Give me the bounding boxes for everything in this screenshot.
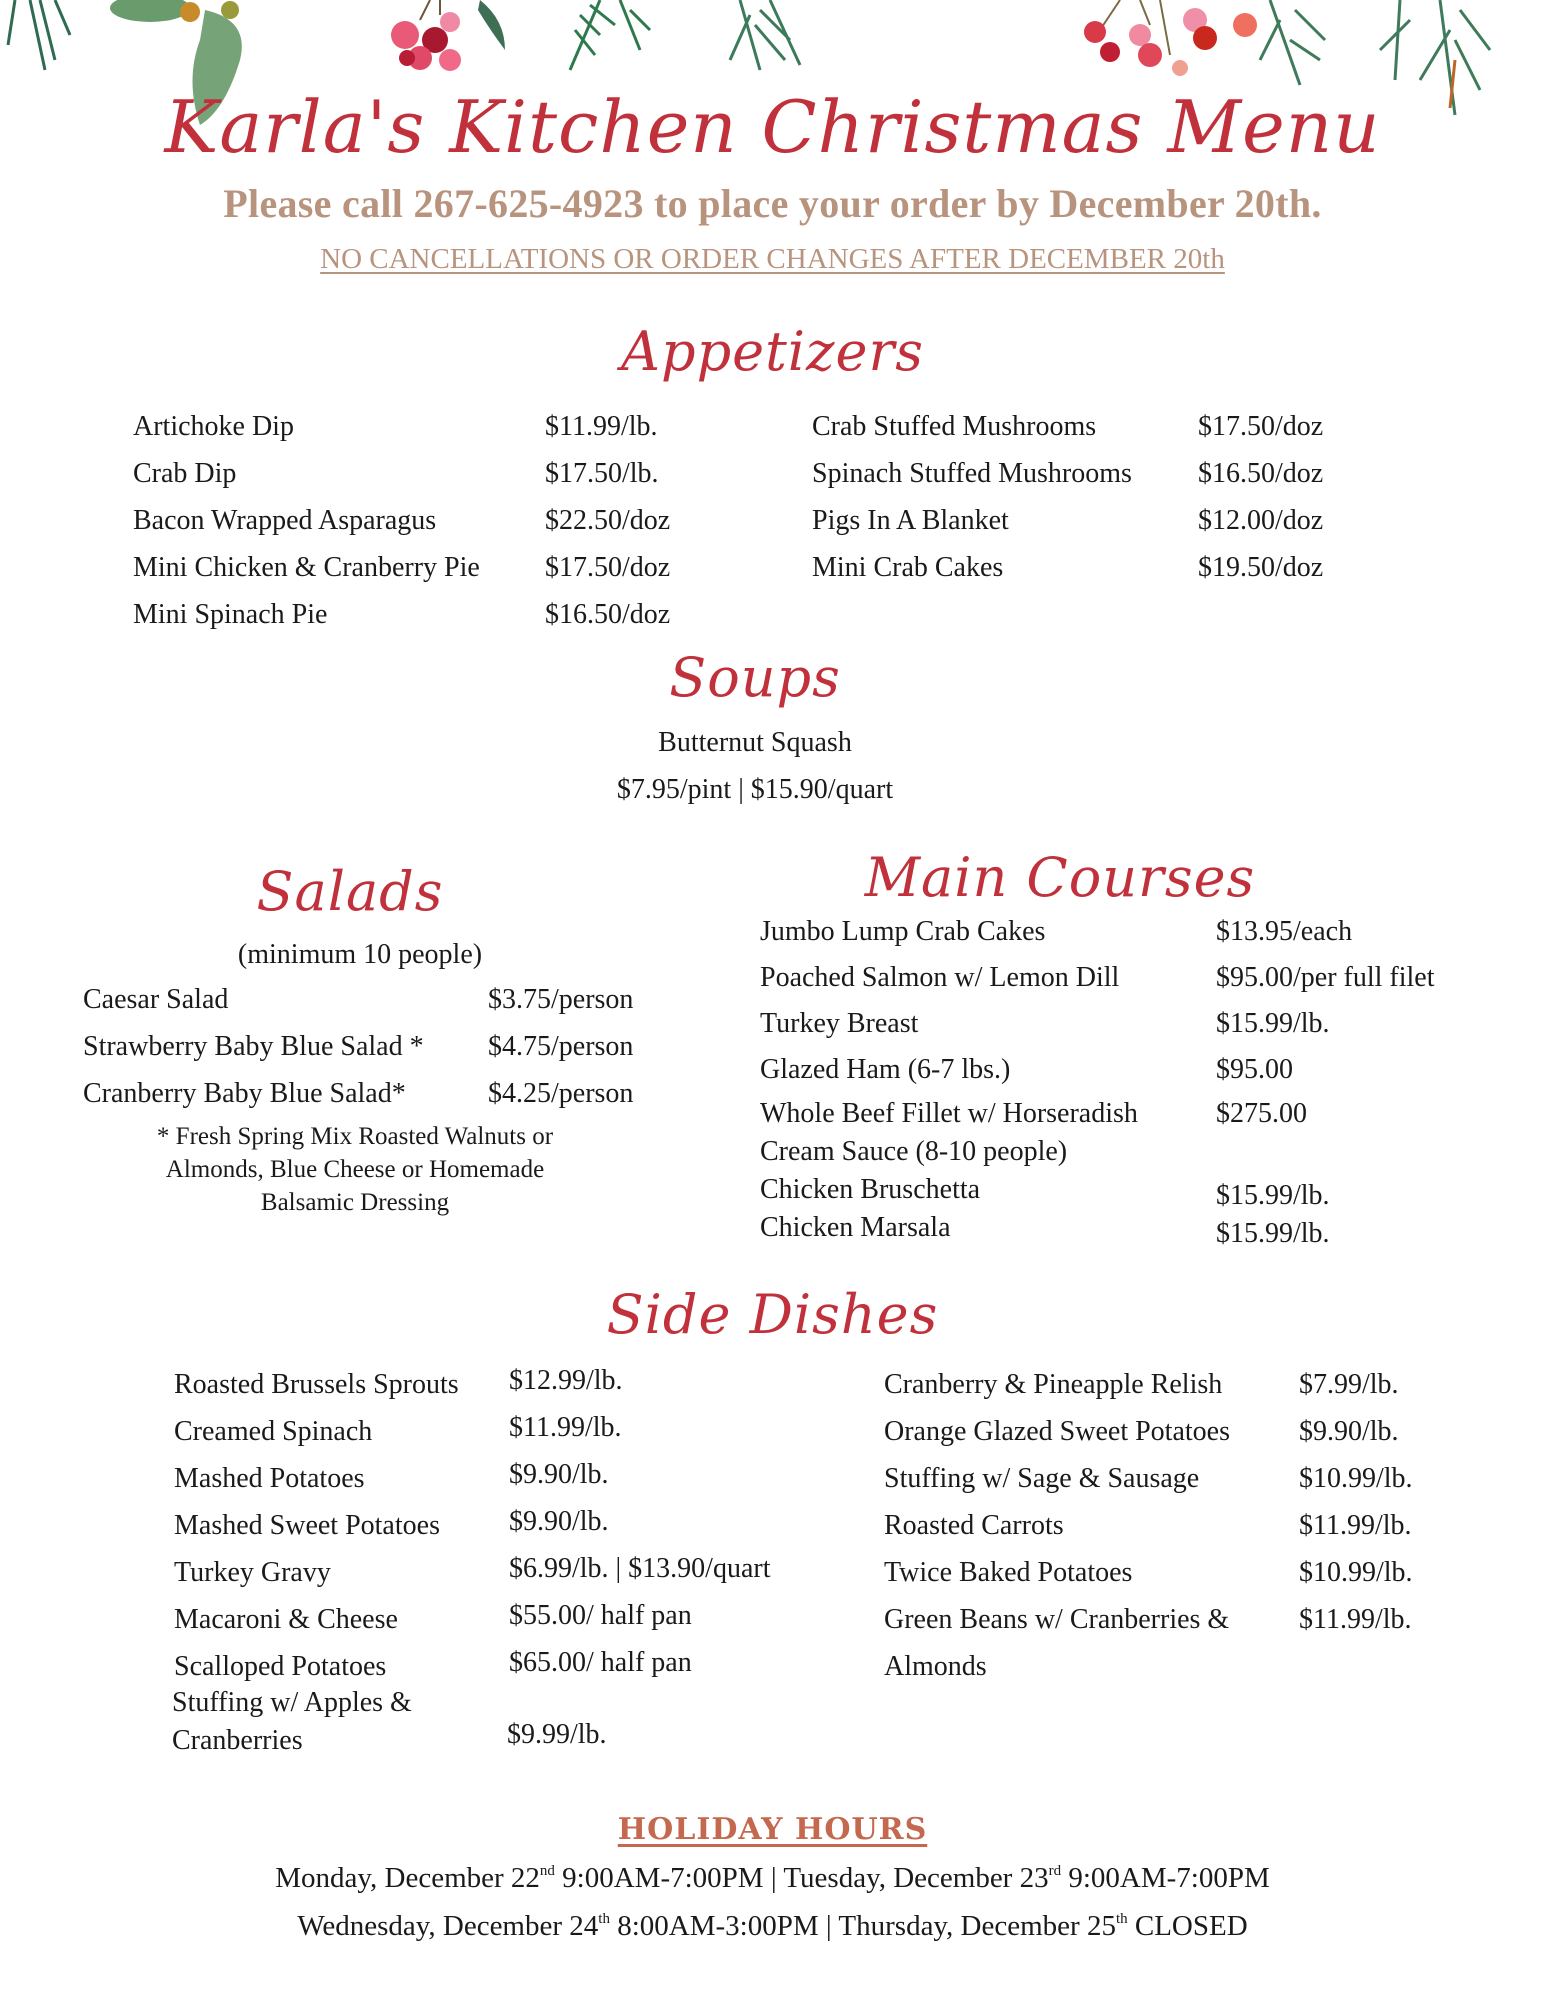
item-price: $4.75/person [488,1031,634,1062]
menu-item [760,1097,1480,1173]
item-name: Poached Salmon w/ Lemon Dill [760,962,1120,993]
main-courses-heading: Main Courses [864,846,1256,909]
item-name: Scalloped Potatoes [174,1651,387,1682]
item-name: Turkey Gravy [174,1557,331,1588]
item-price: $11.99/lb. [545,411,658,442]
item-name: Mashed Sweet Potatoes [174,1510,440,1541]
holiday-hours-heading: HOLIDAY HOURS [617,1812,928,1847]
item-price: $9.90/lb. [1299,1416,1399,1447]
leaf-icon [478,0,505,50]
pine-branch-icon [8,0,70,70]
hours-day: Thursday, December 25 [838,1910,1116,1942]
item-name: Orange Glazed Sweet Potatoes [884,1416,1230,1447]
item-name: Strawberry Baby Blue Salad * [83,1031,424,1062]
salads-heading: Salads [256,860,444,923]
menu-title: Karla's Kitchen Christmas Menu [164,85,1381,169]
item-price: $275.00 [1216,1098,1307,1129]
item-name: Bacon Wrapped Asparagus [133,505,437,536]
menu-item [174,1686,814,1762]
ordinal-suffix: th [598,1911,610,1927]
item-name: Artichoke Dip [133,411,294,442]
ordinal-suffix: rd [1048,1863,1062,1879]
item-name: Crab Stuffed Mushrooms [812,411,1097,442]
ordinal-suffix: th [1115,1911,1128,1927]
item-name-continued: Cranberries [172,1725,303,1756]
item-price: $17.50/doz [1198,411,1324,442]
item-price: $17.50/lb. [545,458,659,489]
item-name: Stuffing w/ Apples & [172,1687,412,1718]
item-price: $22.50/doz [545,505,671,536]
item-name: Green Beans w/ Cranberries & [884,1604,1230,1635]
item-name: Stuffing w/ Sage & Sausage [884,1463,1200,1494]
ordinal-suffix: nd [539,1863,555,1879]
item-name: Chicken Bruschetta [760,1174,981,1205]
hours-day: Tuesday, December 23 [783,1862,1049,1894]
hours-day: Monday, December 22 [275,1862,540,1894]
item-price: $9.90/lb. [509,1459,609,1490]
item-name: Cranberry Baby Blue Salad* [83,1078,406,1109]
item-name: Pigs In A Blanket [812,505,1009,536]
side-dishes-heading: Side Dishes [606,1283,939,1346]
item-name: Roasted Carrots [884,1510,1064,1541]
item-price: $17.50/doz [545,552,671,583]
item-price: $12.00/doz [1198,505,1324,536]
item-price: $19.50/doz [1198,552,1324,583]
item-name: Mini Chicken & Cranberry Pie [133,552,480,583]
item-name: Twice Baked Potatoes [884,1557,1133,1588]
item-price: $9.90/lb. [509,1506,609,1537]
item-name: Cranberry & Pineapple Relish [884,1369,1223,1400]
item-price: $11.99/lb. [1299,1510,1412,1541]
item-price: $6.99/lb. | $13.90/quart [509,1553,771,1584]
item-price: $11.99/lb. [1299,1604,1412,1635]
cancellation-notice: NO CANCELLATIONS OR ORDER CHANGES AFTER DECEMBER 20th [320,243,1225,275]
item-price: $55.00/ half pan [509,1600,692,1631]
salads-minimum: (minimum 10 people) [237,939,483,970]
item-price: $12.99/lb. [509,1365,623,1396]
berry-cluster-icon [1084,0,1257,76]
item-name: Crab Dip [133,458,237,489]
item-price: $95.00/per full filet [1216,962,1435,993]
berry-cluster-icon [391,0,461,71]
item-price: $9.99/lb. [507,1719,607,1750]
pine-branch-icon [570,0,650,70]
item-name: Caesar Salad [83,984,229,1015]
item-name: Chicken Marsala [760,1212,951,1243]
item-name: Turkey Breast [760,1008,919,1039]
item-name: Whole Beef Fillet w/ Horseradish [760,1098,1138,1129]
soup-price: $7.95/pint | $15.90/quart [616,774,894,805]
item-name: Spinach Stuffed Mushrooms [812,458,1132,489]
item-price: $15.99/lb. [1216,1180,1330,1211]
item-name: Roasted Brussels Sprouts [174,1369,459,1400]
item-price: $11.99/lb. [509,1412,622,1443]
holiday-hours-line-2 [0,1908,1545,1944]
order-callout: Please call 267-625-4923 to place your order by December 20th. [223,181,1322,226]
item-price: $15.99/lb. [1216,1008,1330,1039]
item-name: Mashed Potatoes [174,1463,365,1494]
item-price: $3.75/person [488,984,634,1015]
item-price: $13.95/each [1216,916,1353,947]
hours-time: CLOSED [1127,1910,1248,1942]
hours-time: 9:00AM-7:00PM [1061,1862,1270,1894]
soup-name: Butternut Squash [658,727,852,758]
hours-time: 9:00AM-7:00PM | [554,1862,784,1894]
holiday-hours-line-1 [0,1860,1545,1896]
item-price: $95.00 [1216,1054,1293,1085]
item-price: $4.25/person [488,1078,634,1109]
menu-item [884,1603,1484,1687]
item-name: Mini Crab Cakes [812,552,1004,583]
item-price: $16.50/doz [1198,458,1324,489]
item-price: $16.50/doz [545,599,671,630]
hours-day: Wednesday, December 24 [297,1910,599,1942]
item-price: $7.99/lb. [1299,1369,1399,1400]
item-name-continued: Almonds [884,1651,987,1682]
item-name: Jumbo Lump Crab Cakes [760,916,1046,947]
note-line: Balsamic Dressing [260,1189,450,1216]
item-price: $15.99/lb. [1216,1218,1330,1249]
pine-branch-icon [730,0,800,70]
item-name: Macaroni & Cheese [174,1604,398,1635]
menu-item [760,1211,1480,1255]
item-name: Glazed Ham (6-7 lbs.) [760,1054,1011,1085]
hours-time: 8:00AM-3:00PM | [609,1910,839,1942]
item-name: Mini Spinach Pie [133,599,328,630]
appetizers-heading: Appetizers [621,320,924,383]
item-name-continued: Cream Sauce (8-10 people) [760,1136,1068,1167]
note-line: * Fresh Spring Mix Roasted Walnuts or [156,1123,554,1150]
item-price: $10.99/lb. [1299,1557,1413,1588]
item-price: $10.99/lb. [1299,1463,1413,1494]
note-line: Almonds, Blue Cheese or Homemade [165,1156,545,1183]
item-name: Creamed Spinach [174,1416,373,1447]
item-price: $65.00/ half pan [509,1647,692,1678]
salad-dressing-note [60,1120,650,1219]
soups-heading: Soups [669,646,841,709]
